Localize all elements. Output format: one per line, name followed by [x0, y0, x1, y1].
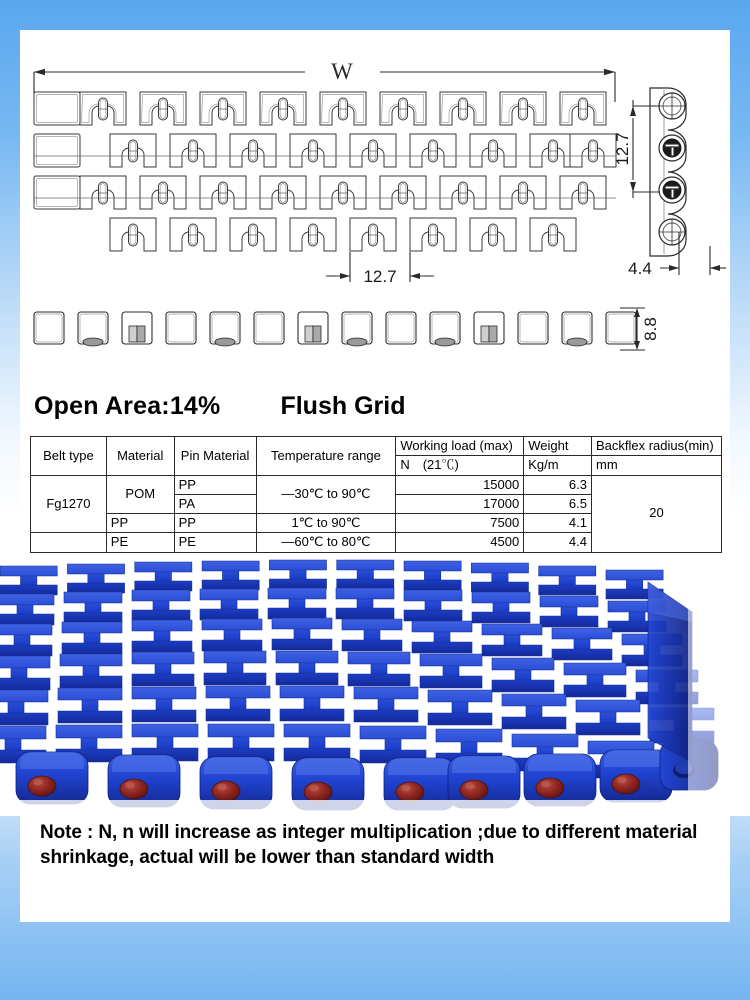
cell-pin-material: PP [174, 514, 256, 533]
cell-weight: 6.3 [524, 475, 592, 494]
specification-table-wrapper [30, 436, 722, 553]
belt-pin [396, 782, 424, 802]
cell-pin-material: PA [174, 494, 256, 513]
header-working-load-unit: N (21℃) [396, 456, 524, 475]
belt-mesh-rows [34, 92, 616, 251]
cell-backflex-radius: 20 [591, 475, 721, 552]
belt-pin [120, 779, 148, 799]
cell-pin-material: PE [174, 533, 256, 552]
dimension-label-pitch-vertical: 12.7 [613, 132, 632, 166]
header-working-load: Working load (max) [396, 437, 524, 456]
header-temperature-range: Temperature range [256, 437, 396, 476]
header-material: Material [106, 437, 174, 476]
note-text: Note : N, n will increase as integer multiplication ;due to different material shrinkage, actual will be lower than standard width [40, 822, 698, 869]
dimension-label-pitch-horizontal: 12.7 [363, 267, 397, 286]
cell-pin-material: PP [174, 475, 256, 494]
side-view [34, 312, 636, 346]
cell-weight: 4.1 [524, 514, 592, 533]
belt-pin [612, 774, 640, 794]
specification-table [30, 436, 722, 553]
cell-weight: 4.4 [524, 533, 592, 552]
section-heading [34, 390, 724, 422]
header-weight: Weight [524, 437, 592, 456]
product-name-label: Flush Grid [280, 391, 406, 420]
table-header-row-1 [31, 437, 722, 456]
edge-detail-view [650, 88, 686, 256]
belt-pin [304, 782, 332, 802]
belt-pin [460, 780, 488, 800]
cell-working-load: 15000 [396, 475, 524, 494]
cell-weight: 6.5 [524, 494, 592, 513]
open-area-label: Open Area:14% [34, 391, 221, 420]
belt-right-edge [648, 582, 692, 762]
cell-working-load: 4500 [396, 533, 524, 552]
belt-pin [212, 781, 240, 801]
cell-material: PP [106, 514, 174, 533]
header-pin-material: Pin Material [174, 437, 256, 476]
cell-temperature-range: 1℃ to 90℃ [256, 514, 396, 533]
technical-drawing [20, 30, 730, 380]
header-backflex-radius: Backflex radius(min) [591, 437, 721, 456]
dimension-label-edge-thickness: 4.4 [628, 259, 652, 278]
cell-working-load: 17000 [396, 494, 524, 513]
header-weight-unit: Kg/m [524, 456, 592, 475]
cell-temperature-range: —60℃ to 80℃ [256, 533, 396, 552]
dimension-label-width: W [331, 59, 353, 84]
cell-temperature-range: —30℃ to 90℃ [256, 475, 396, 514]
cell-working-load: 7500 [396, 514, 524, 533]
belt-pin [536, 778, 564, 798]
dimension-label-side-height: 8.8 [641, 317, 660, 341]
header-belt-type: Belt type [31, 437, 107, 476]
header-backflex-unit: mm [591, 456, 721, 475]
cell-belt-type-empty [31, 533, 107, 552]
cell-material: POM [106, 475, 174, 514]
belt-pin [28, 776, 56, 796]
product-photo [0, 556, 750, 816]
table-row [31, 475, 722, 494]
cell-belt-type: Fg1270 [31, 475, 107, 533]
cell-material: PE [106, 533, 174, 552]
